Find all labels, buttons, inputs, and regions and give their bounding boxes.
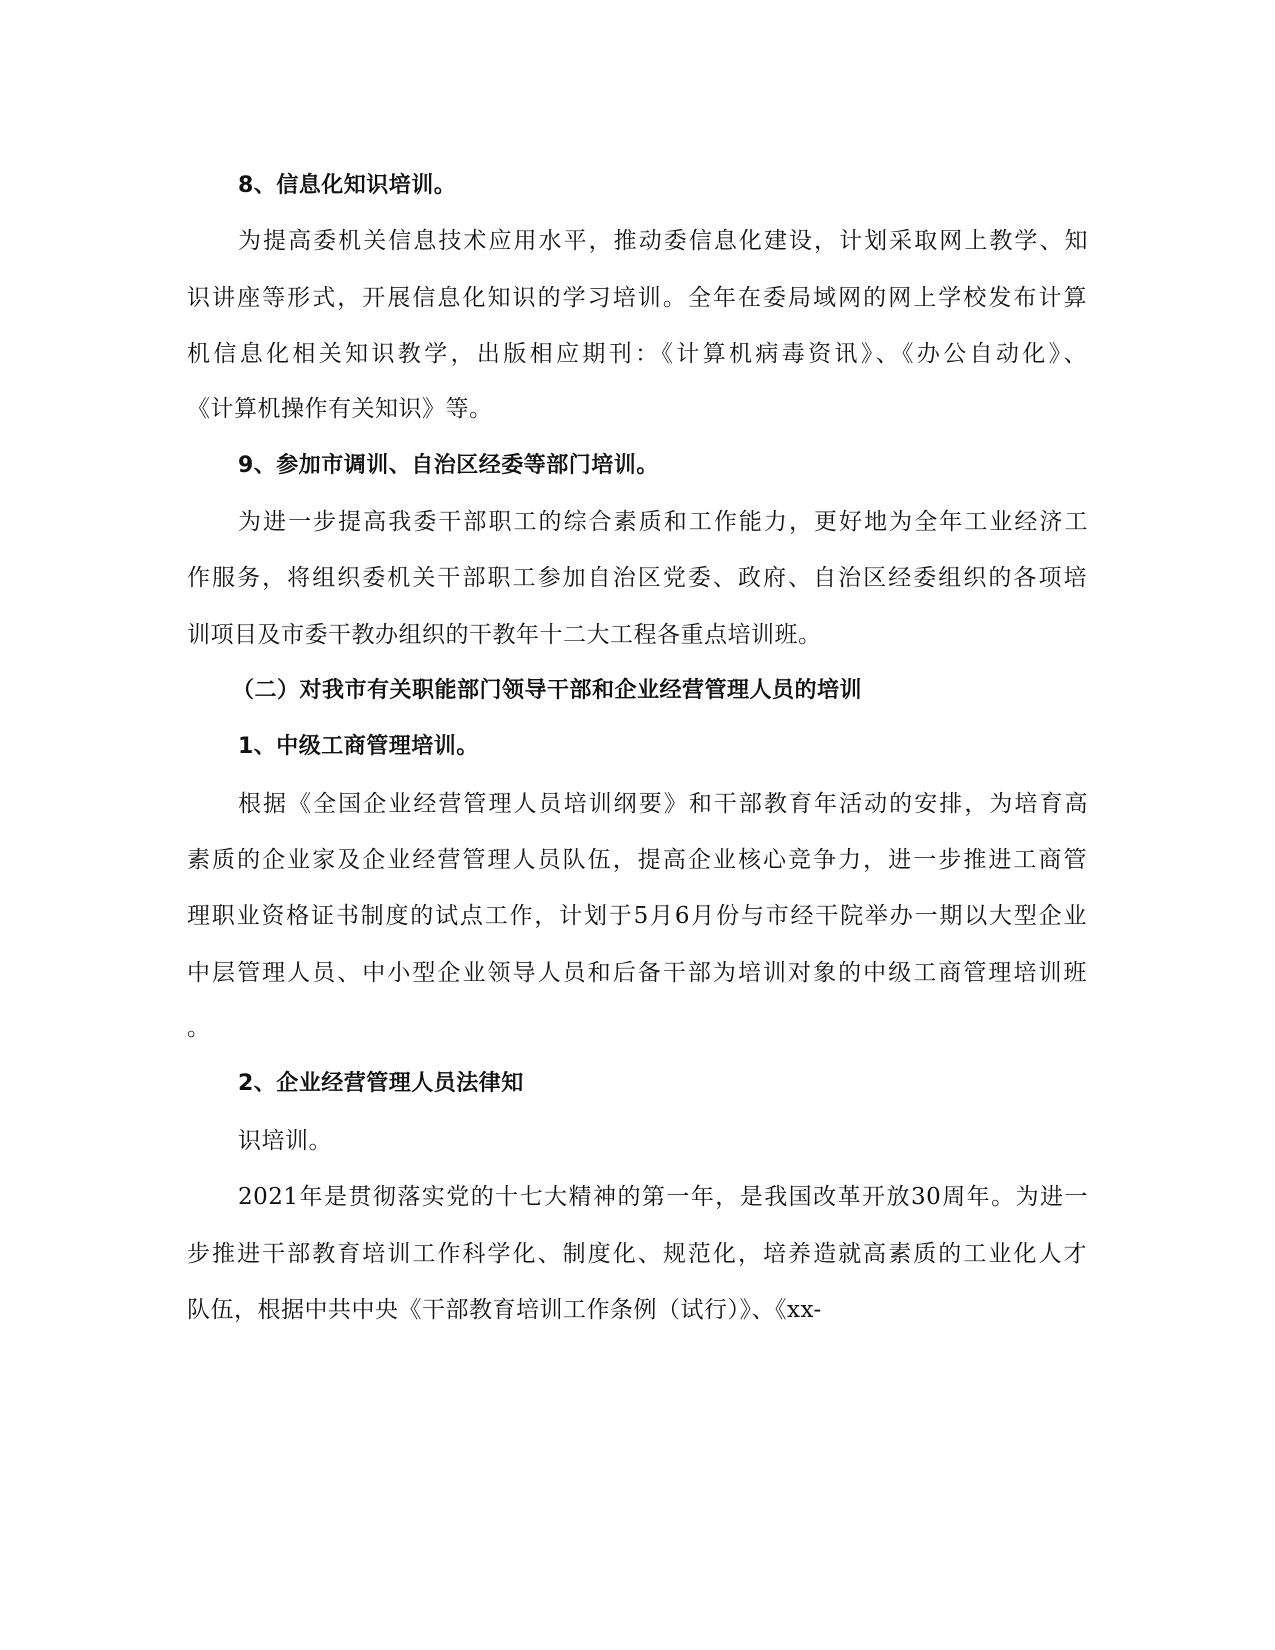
section-heading-9: 9、参加市调训、自治区经委等部门培训。 [238,453,659,478]
paragraph-line: 为进一步提高我委干部职工的综合素质和工作能力，更好地为全年工业经济工 [238,509,1088,535]
paragraph-line: 机信息化相关知识教学，出版相应期刊：《计算机病毒资讯》、《办公自动化》、 [187,341,1087,367]
paragraph-line: 队伍，根据中共中央《干部教育培训工作条例（试行）》、《xx- [187,1297,822,1323]
paragraph-line: 作服务，将组织委机关干部职工参加自治区党委、政府、自治区经委组织的各项培 [187,565,1087,591]
paragraph-line: 。 [187,1015,211,1041]
paragraph-line: 2021年是贯彻落实党的十七大精神的第一年，是我国改革开放30周年。为进一 [238,1184,1088,1210]
paragraph-line: 中层管理人员、中小型企业领导人员和后备干部为培训对象的中级工商管理培训班 [187,960,1087,986]
paragraph-line: 为提高委机关信息技术应用水平，推动委信息化建设，计划采取网上教学、知 [238,228,1088,254]
paragraph-line: 理职业资格证书制度的试点工作，计划于5月6月份与市经干院举办一期以大型企业 [187,903,1087,929]
section-heading-1: 1、中级工商管理培训。 [238,734,479,759]
paragraph-line: 《计算机操作有关知识》等。 [187,396,493,422]
paragraph-line: 步推进干部教育培训工作科学化、制度化、规范化，培养造就高素质的工业化人才 [187,1241,1087,1267]
section-heading-2: （二）对我市有关职能部门领导干部和企业经营管理人员的培训 [232,678,863,703]
paragraph-line: 根据《全国企业经营管理人员培训纲要》和干部教育年活动的安排，为培育高 [238,791,1088,817]
paragraph-line: 训项目及市委干教办组织的干教年十二大工程各重点培训班。 [187,622,822,648]
paragraph-line: 识培训。 [238,1128,332,1154]
section-heading-2-law: 2、企业经营管理人员法律知 [238,1071,524,1096]
paragraph-line: 识讲座等形式，开展信息化知识的学习培训。全年在委局域网的网上学校发布计算 [187,285,1087,311]
section-heading-8: 8、信息化知识培训。 [238,173,457,198]
paragraph-line: 素质的企业家及企业经营管理人员队伍，提高企业核心竞争力，进一步推进工商管 [187,847,1087,873]
